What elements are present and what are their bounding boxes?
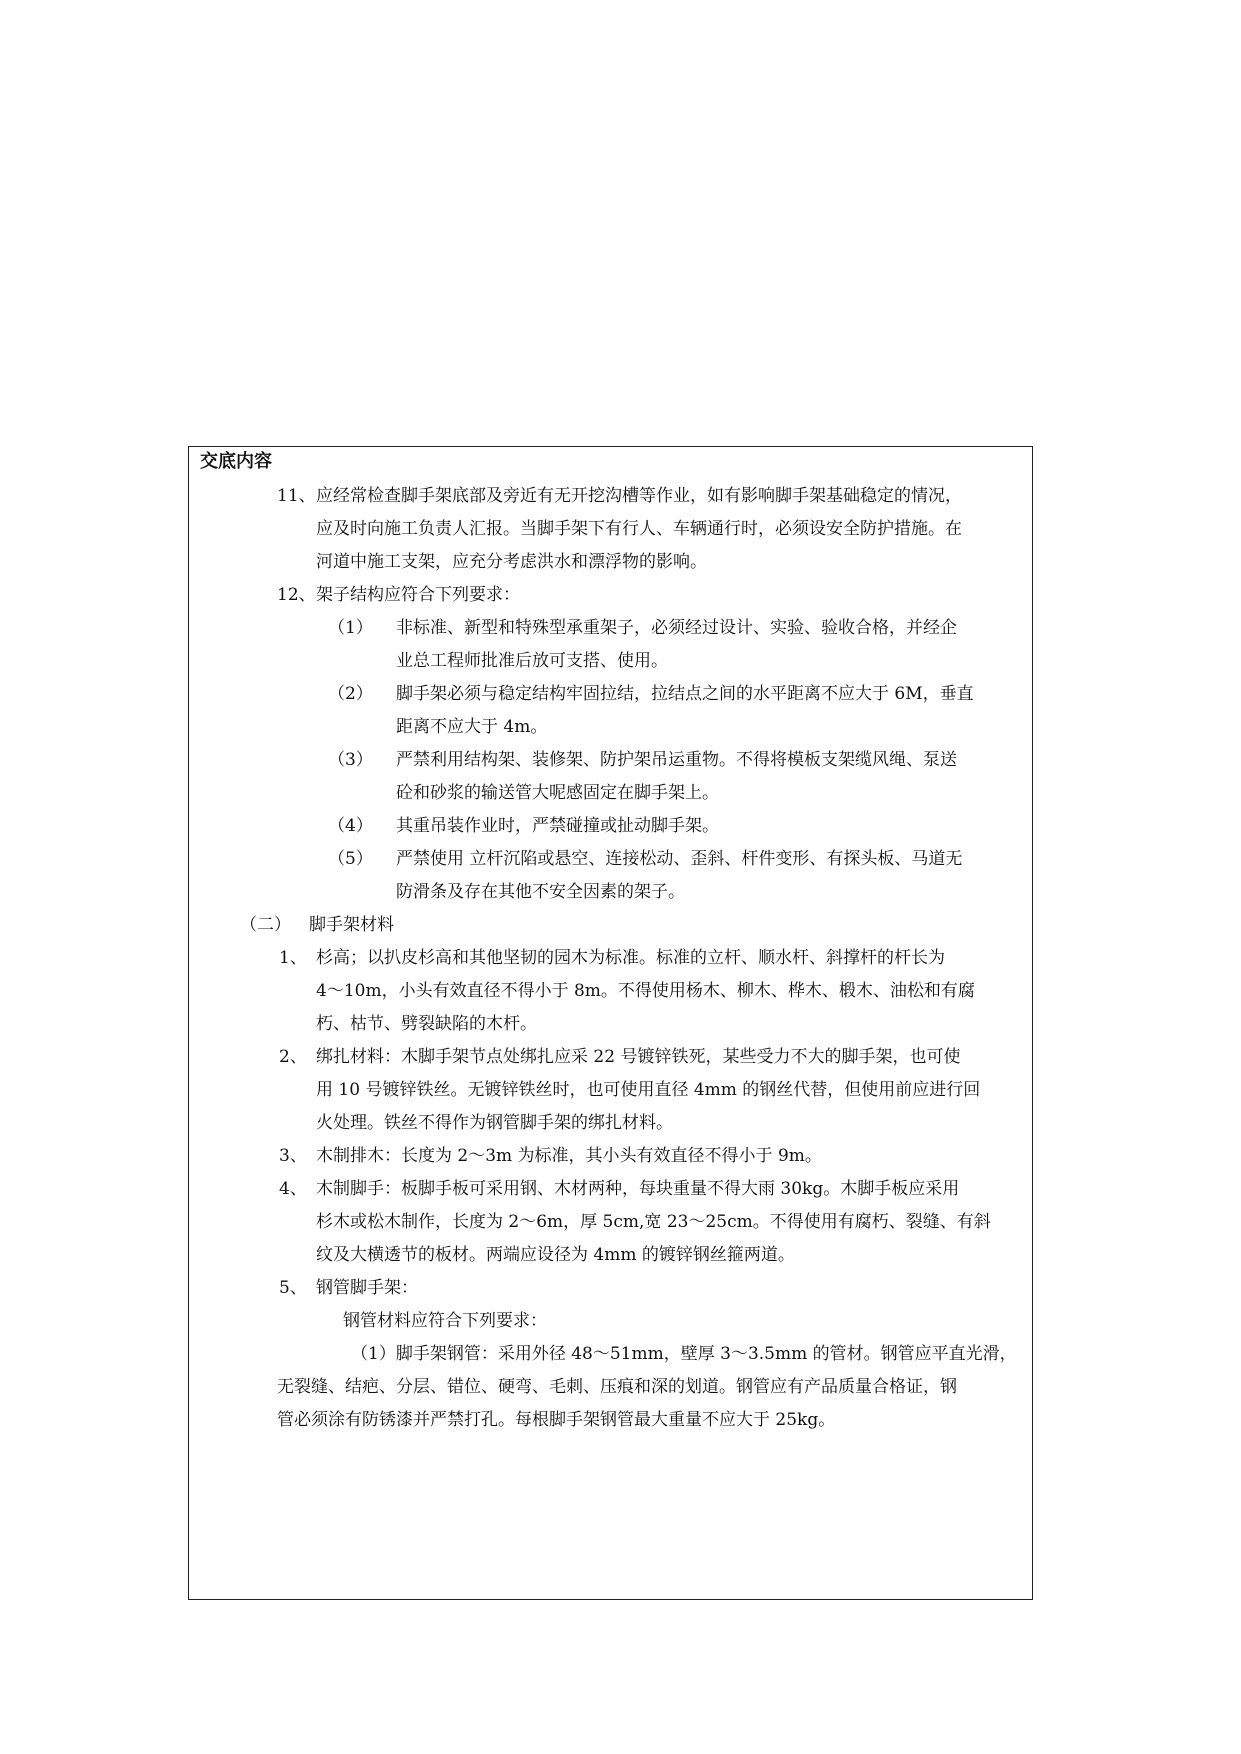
subitem-1-line-1: 非标准、新型和特殊型承重架子，必须经过设计、实验、验收合格，并经企 — [396, 618, 957, 638]
subitem-3-number: （3） — [328, 750, 373, 770]
subitem-1-line-2: 业总工程师批准后放可支搭、使用。 — [396, 651, 668, 671]
material-5-number: 5、 — [279, 1278, 307, 1298]
material-2-line-1: 绑扎材料：木脚手架节点处绑扎应采 22 号镀锌铁死，某些受力不大的脚手架，也可使 — [316, 1047, 961, 1067]
subitem-4-line-1: 其重吊装作业时，严禁碰撞或扯动脚手架。 — [396, 816, 719, 836]
item-11-line-1: 应经常检查脚手架底部及旁近有无开挖沟槽等作业，如有影响脚手架基础稳定的情况， — [316, 486, 962, 506]
material-4-line-1: 木制脚手：板脚手板可采用钢、木材两种，每块重量不得大雨 30kg。木脚手板应采用 — [316, 1179, 960, 1199]
item-11-line-2: 应及时向施工负责人汇报。当脚手架下有行人、车辆通行时，必须设安全防护措施。在 — [316, 519, 962, 539]
material-4-number: 4、 — [279, 1179, 307, 1199]
material-1-line-3: 朽、枯节、劈裂缺陷的木杆。 — [316, 1014, 537, 1034]
steel-intro: 钢管材料应符合下列要求： — [343, 1311, 547, 1331]
item-12-title: 架子结构应符合下列要求： — [316, 585, 520, 605]
subitem-3-line-2: 砼和砂浆的输送管大呢感固定在脚手架上。 — [396, 783, 719, 803]
material-5-line-1: 钢管脚手架： — [316, 1278, 418, 1298]
subitem-4-number: （4） — [328, 816, 373, 836]
steel-line-2: 无裂缝、结疤、分层、错位、硬弯、毛刺、压痕和深的划道。钢管应有产品质量合格证，钢 — [277, 1377, 957, 1397]
item-11-line-3: 河道中施工支架，应充分考虑洪水和漂浮物的影响。 — [316, 552, 707, 572]
material-3-line-1: 木制排木：长度为 2～3m 为标准，其小头有效直径不得小于 9m。 — [316, 1146, 822, 1166]
material-4-line-3: 纹及大横透节的板材。两端应设径为 4mm 的镀锌钢丝箍两道。 — [316, 1245, 795, 1265]
subitem-1-number: （1） — [328, 618, 373, 638]
subitem-3-line-1: 严禁利用结构架、装修架、防护架吊运重物。不得将模板支架缆风绳、泵送 — [396, 750, 957, 770]
subitem-5-line-2: 防滑条及存在其他不安全因素的架子。 — [396, 882, 685, 902]
section-2-number: （二） — [240, 915, 291, 935]
material-2-line-3: 火处理。铁丝不得作为钢管脚手架的绑扎材料。 — [316, 1113, 673, 1133]
subitem-2-line-1: 脚手架必须与稳定结构牢固拉结，拉结点之间的水平距离不应大于 6M，垂直 — [396, 684, 974, 704]
item-11-number: 11、 — [277, 486, 316, 506]
subitem-5-line-1: 严禁使用 立杆沉陷或悬空、连接松动、歪斜、杆件变形、有探头板、马道无 — [396, 849, 963, 869]
material-2-line-2: 用 10 号镀锌铁丝。无镀锌铁丝时，也可使用直径 4mm 的钢丝代替，但使用前应进行回 — [316, 1080, 981, 1100]
material-4-line-2: 杉木或松木制作，长度为 2～6m，厚 5cm,宽 23～25cm。不得使用有腐朽、裂缝、有斜 — [316, 1212, 991, 1232]
subitem-2-number: （2） — [328, 684, 373, 704]
material-1-line-2: 4～10m，小头有效直径不得小于 8m。不得使用杨木、柳木、桦木、椴木、油松和有腐 — [316, 981, 975, 1001]
material-1-number: 1、 — [279, 948, 307, 968]
material-2-number: 2、 — [279, 1047, 307, 1067]
subitem-2-line-2: 距离不应大于 4m。 — [396, 717, 548, 737]
section-2-title: 脚手架材料 — [309, 915, 394, 935]
material-3-number: 3、 — [279, 1146, 307, 1166]
steel-line-3: 管必须涂有防锈漆并严禁打孔。每根脚手架钢管最大重量不应大于 25kg。 — [277, 1410, 836, 1430]
steel-line-1: （1）脚手架钢管：采用外径 48～51mm，壁厚 3～3.5mm 的管材。钢管应平直光滑， — [351, 1344, 1017, 1364]
subitem-5-number: （5） — [328, 849, 373, 869]
item-12-number: 12、 — [277, 585, 316, 605]
material-1-line-1: 杉高；以扒皮杉高和其他坚韧的园木为标准。标准的立杆、顺水杆、斜撑杆的杆长为 — [316, 948, 945, 968]
section-header: 交底内容 — [200, 451, 272, 472]
